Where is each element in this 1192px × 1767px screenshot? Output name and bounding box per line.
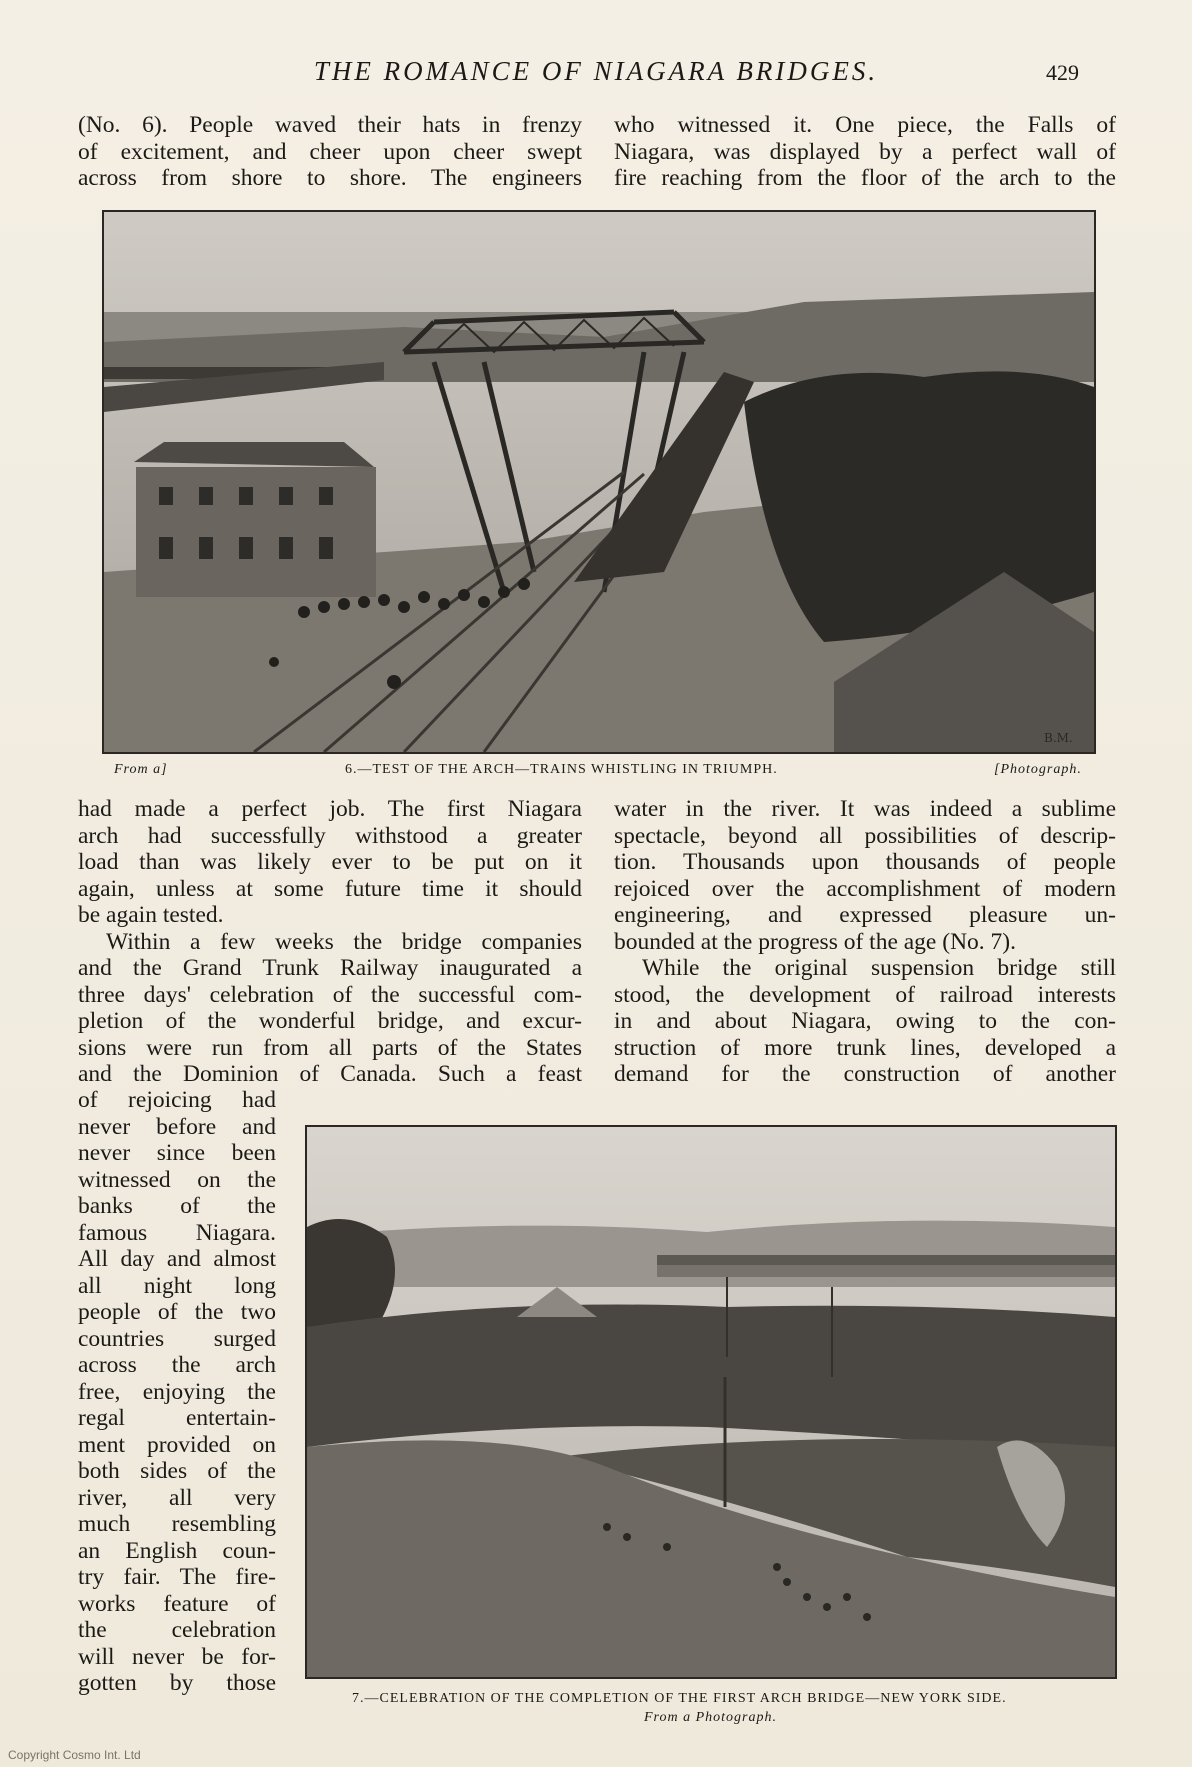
text-line: of excitement, and cheer upon cheer swept — [78, 138, 582, 165]
text-line: across the arch — [78, 1352, 276, 1378]
text-line: regal entertain- — [78, 1405, 276, 1431]
engraver-signature: B.M. — [1044, 731, 1073, 745]
text-line: countries surged — [78, 1325, 276, 1352]
text-line: in and about Niagara, owing to the con- — [614, 1008, 1116, 1034]
figure6-credit-left: From a] — [114, 762, 168, 777]
top-left-column — [78, 112, 582, 192]
text-line: and the Dominion of Canada. Such a feast — [78, 1061, 582, 1087]
text-line: fire reaching from the floor of the arch to the — [614, 165, 1116, 191]
text-line: will never be for- — [78, 1643, 276, 1670]
arch-test-photograph — [104, 212, 1094, 752]
mid-left-column — [78, 796, 582, 1088]
text-line: be again tested. — [78, 902, 224, 928]
text-line: stood, the development of railroad interests — [614, 981, 1116, 1008]
text-line: three days' celebration of the successful com- — [78, 981, 582, 1008]
text-line: never since been — [78, 1140, 276, 1166]
text-line: an English coun- — [78, 1537, 276, 1564]
text-line: witnessed on the — [78, 1166, 276, 1193]
text-line: again, unless at some future time it should — [78, 875, 582, 902]
text-line: famous Niagara. — [78, 1219, 276, 1246]
text-line: bounded at the progress of the age (No. 7). — [614, 928, 1016, 955]
text-line: try fair. The fire- — [78, 1564, 276, 1590]
figure6-credit-right: [Photograph. — [994, 762, 1082, 777]
text-line: All day and almost — [78, 1246, 276, 1272]
text-line: both sides of the — [78, 1458, 276, 1484]
text-line: engineering, and expressed pleasure un- — [614, 902, 1116, 928]
photo-celebration — [305, 1125, 1117, 1679]
text-line: works feature of — [78, 1590, 276, 1617]
text-line: free, enjoying the — [78, 1378, 276, 1405]
figure6-caption: 6.—TEST OF THE ARCH—TRAINS WHISTLING IN TRIUMPH. — [345, 762, 778, 777]
text-line: the celebration — [78, 1617, 276, 1643]
text-line: who witnessed it. One piece, the Falls of — [614, 112, 1116, 138]
narrow-column — [78, 1087, 276, 1697]
text-line: all night long — [78, 1272, 276, 1299]
text-line: never before and — [78, 1113, 276, 1140]
running-header: THE ROMANCE OF NIAGARA BRIDGES. — [313, 56, 879, 86]
top-right-column — [614, 112, 1116, 192]
text-line: spectacle, beyond all possibilities of descrip- — [614, 822, 1116, 849]
text-line: sions were run from all parts of the States — [78, 1034, 582, 1061]
text-line: water in the river. It was indeed a sublime — [614, 796, 1116, 822]
text-line: and the Grand Trunk Railway inaugurated a — [78, 955, 582, 981]
text-line: Niagara, was displayed by a perfect wall of — [614, 138, 1116, 165]
text-line: Within a few weeks the bridge companies — [106, 928, 582, 955]
text-line: banks of the — [78, 1193, 276, 1219]
text-line: arch had successfully withstood a greater — [78, 822, 582, 849]
text-line: ment provided on — [78, 1431, 276, 1458]
text-line: gotten by those — [78, 1670, 276, 1696]
text-line: rejoiced over the accomplishment of modern — [614, 875, 1116, 902]
text-line: much resembling — [78, 1511, 276, 1537]
text-line: While the original suspension bridge still — [642, 955, 1116, 981]
figure7-credit: From a Photograph. — [644, 1710, 777, 1725]
mid-right-column — [614, 796, 1116, 1088]
text-line: tion. Thousands upon thousands of people — [614, 849, 1116, 875]
text-line: of rejoicing had — [78, 1087, 276, 1113]
text-line: had made a perfect job. The first Niagara — [78, 796, 582, 822]
text-line: struction of more trunk lines, developed a — [614, 1034, 1116, 1061]
text-line: across from shore to shore. The engineers — [78, 165, 582, 191]
text-line: river, all very — [78, 1484, 276, 1511]
photo-test-of-the-arch — [102, 210, 1096, 754]
text-line: people of the two — [78, 1299, 276, 1325]
copyright-footer: Copyright Cosmo Int. Ltd — [8, 1748, 141, 1762]
page-number: 429 — [1046, 60, 1079, 85]
text-line: (No. 6). People waved their hats in frenzy — [78, 112, 582, 138]
text-line: load than was likely ever to be put on it — [78, 849, 582, 875]
figure7-caption: 7.—CELEBRATION OF THE COMPLETION OF THE FIRST ARCH BRIDGE—NEW YORK SIDE. — [352, 1691, 1007, 1706]
celebration-photograph — [307, 1127, 1115, 1677]
text-line: pletion of the wonderful bridge, and excur- — [78, 1008, 582, 1034]
text-line: demand for the construction of another — [614, 1061, 1116, 1087]
